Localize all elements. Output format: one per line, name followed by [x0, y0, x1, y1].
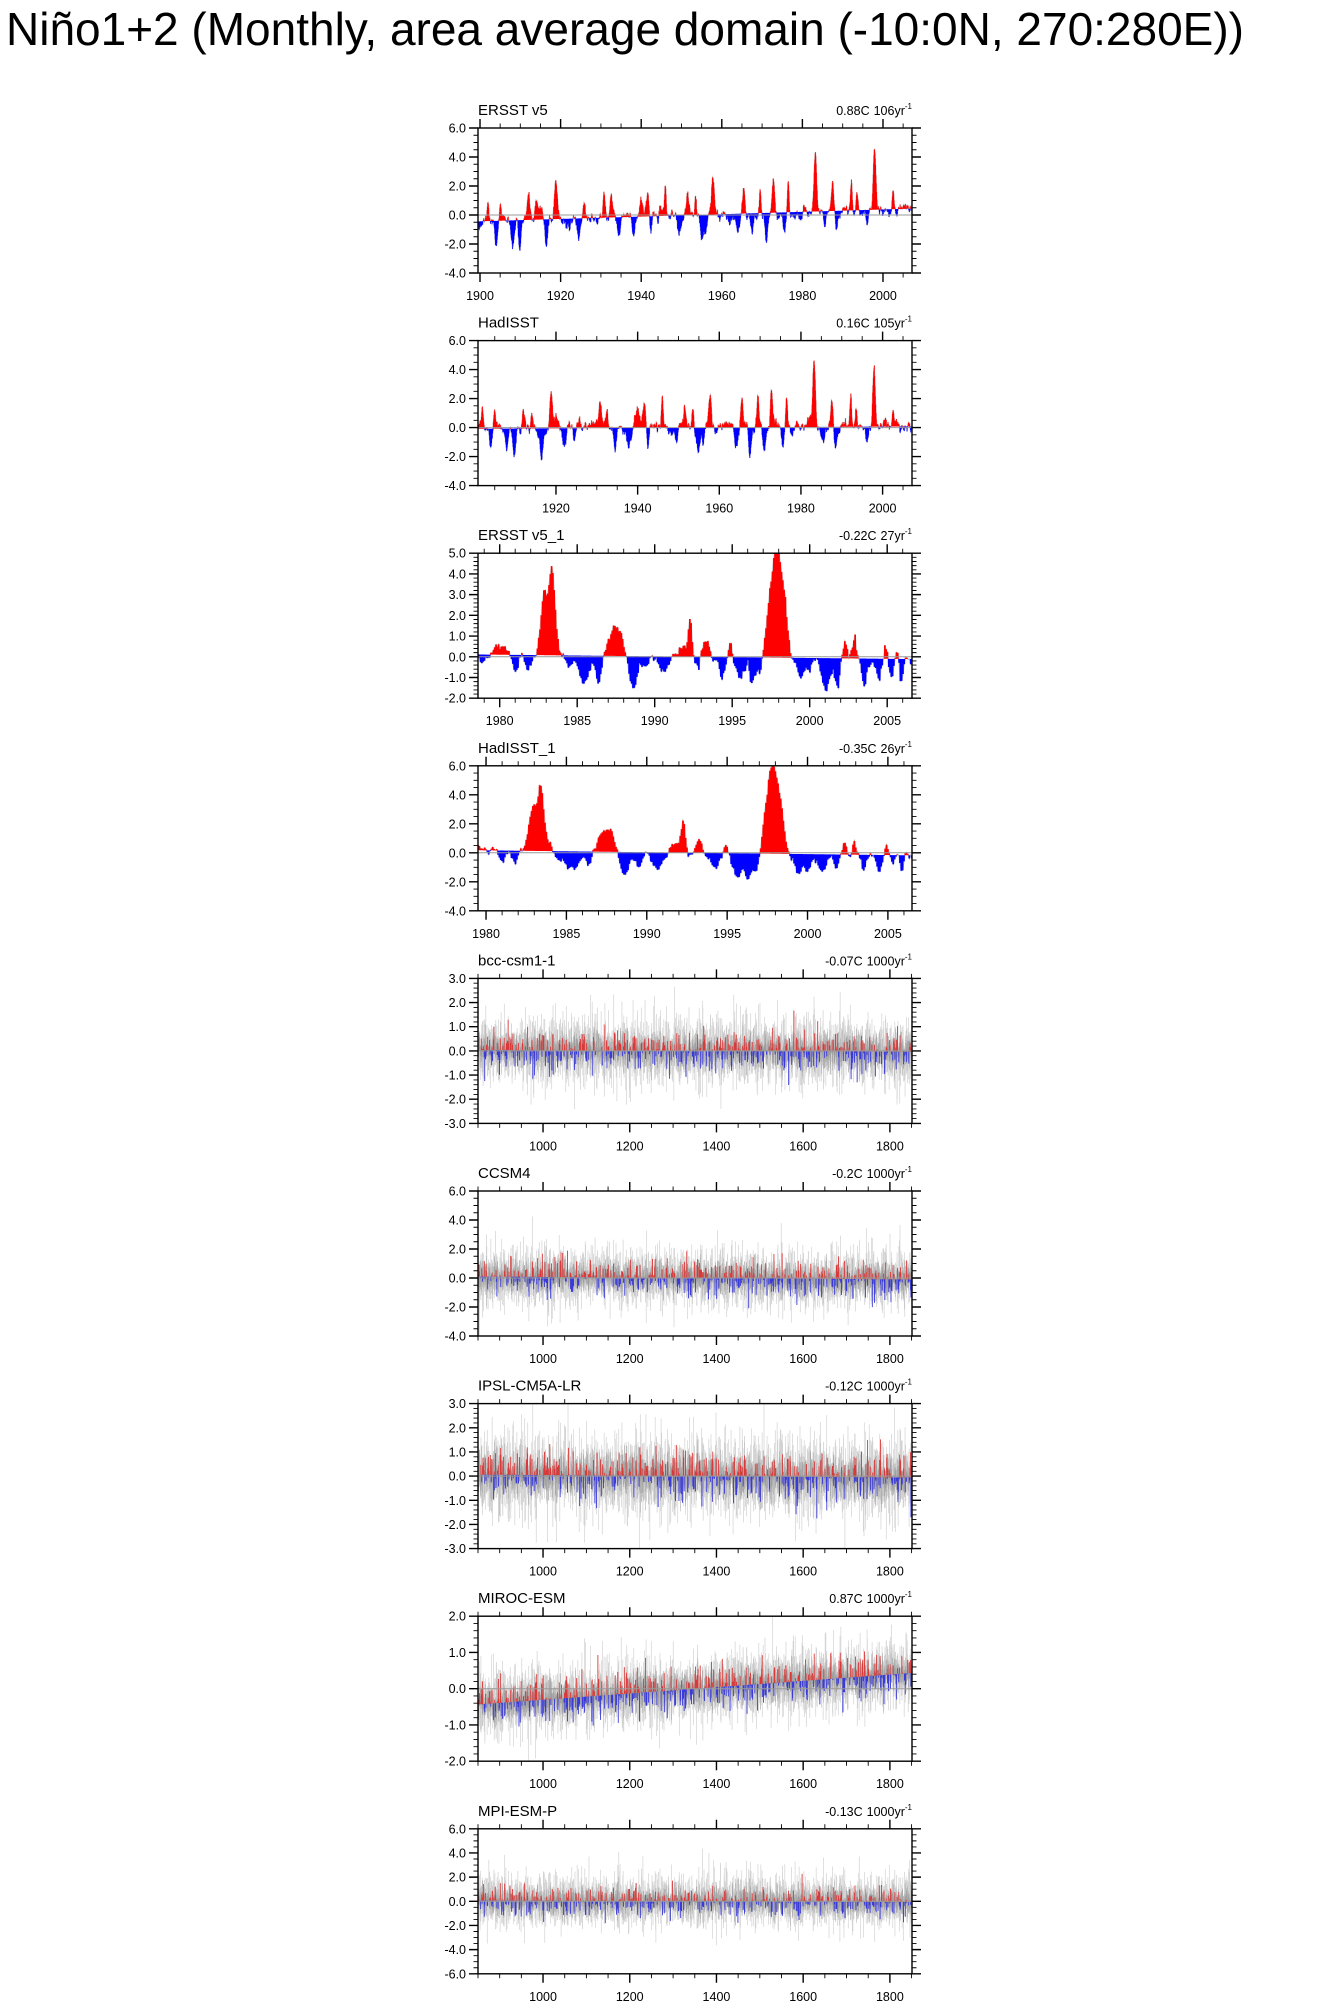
- plot-area: [478, 361, 912, 461]
- trend-period: 1000yr: [866, 1379, 905, 1394]
- x-tick-label: 1000: [529, 1139, 557, 1154]
- y-tick-label: -2.0: [444, 450, 466, 465]
- y-tick-label: 6.0: [448, 334, 466, 349]
- x-tick-label: 1400: [702, 1989, 731, 2004]
- x-tick-label: 1200: [615, 1352, 644, 1366]
- panel-bcc-csm1-1: [444, 952, 921, 1153]
- y-tick-label: -2.0: [444, 1754, 466, 1769]
- panel-title: bcc-csm1-1: [478, 952, 556, 970]
- x-tick-label: 1940: [623, 501, 652, 516]
- x-tick-label: 1995: [713, 926, 742, 941]
- y-tick-label: -4.0: [444, 479, 466, 494]
- x-tick-label: 1600: [789, 1139, 818, 1154]
- y-tick-label: -2.0: [444, 1918, 466, 1933]
- negative-anomaly-fill: [487, 850, 912, 879]
- y-tick-label: 4.0: [448, 363, 466, 378]
- y-tick-label: 4.0: [448, 788, 466, 803]
- trend-exponent: -1: [904, 952, 912, 962]
- trend-value: 0.87C: [829, 1592, 863, 1607]
- x-tick-label: 1800: [875, 1989, 904, 2004]
- plot-area: [478, 1609, 912, 1767]
- y-tick-label: 2.0: [448, 1242, 466, 1257]
- y-tick-label: 5.0: [448, 546, 466, 561]
- negative-anomaly-fill: [484, 426, 911, 460]
- panel-title: ERSST v5: [478, 102, 548, 119]
- trend-exponent: -1: [904, 314, 912, 324]
- y-tick-label: -4.0: [444, 1329, 466, 1344]
- x-tick-label: 1200: [615, 1139, 644, 1154]
- y-tick-label: 4.0: [448, 1846, 466, 1861]
- x-tick-label: 1000: [529, 1352, 557, 1366]
- trend-label: [825, 952, 912, 968]
- trend-period: 1000yr: [866, 954, 905, 969]
- y-tick-label: -1.0: [444, 1718, 466, 1733]
- trend-label: [825, 1803, 912, 1819]
- y-tick-label: 2.0: [448, 392, 466, 407]
- panel-hadisst: [444, 315, 921, 516]
- y-tick-label: -1.0: [444, 1068, 466, 1083]
- x-tick-label: 1960: [707, 289, 736, 303]
- trend-exponent: -1: [904, 527, 912, 537]
- y-tick-label: -3.0: [444, 1116, 466, 1131]
- x-tick-label: 1600: [789, 1989, 818, 2004]
- y-tick-label: 1.0: [448, 629, 466, 644]
- panel-title: IPSL-CM5A-LR: [478, 1377, 582, 1395]
- x-tick-label: 1980: [788, 289, 817, 303]
- trend-label: [839, 527, 913, 543]
- x-tick-label: 1400: [702, 1777, 731, 1792]
- trend-label: [832, 1165, 912, 1181]
- panel-title: ERSST v5_1: [478, 527, 565, 545]
- x-tick-label: 1200: [615, 1564, 644, 1579]
- panel-ersst-v5-1: [444, 527, 921, 728]
- trend-value: -0.2C: [832, 1167, 863, 1181]
- y-tick-label: -4.0: [444, 1943, 466, 1958]
- y-tick-label: 2.0: [448, 996, 466, 1011]
- x-tick-label: 1980: [787, 501, 815, 516]
- trend-value: -0.12C: [825, 1379, 863, 1394]
- y-tick-label: 2.0: [448, 608, 466, 623]
- trend-label: [829, 1590, 912, 1606]
- x-tick-label: 1800: [875, 1139, 904, 1154]
- y-tick-label: 0.0: [448, 650, 466, 665]
- x-tick-label: 1400: [702, 1139, 731, 1154]
- y-tick-label: 0.0: [448, 421, 466, 436]
- panel-title: HadISST_1: [478, 739, 556, 757]
- x-tick-label: 2000: [868, 501, 897, 516]
- trend-value: -0.07C: [825, 954, 863, 969]
- y-tick-label: 1.0: [448, 1020, 466, 1035]
- x-tick-label: 1990: [640, 714, 669, 729]
- y-tick-label: 0.0: [448, 1271, 466, 1286]
- major-ticks: [469, 332, 921, 495]
- x-tick-label: 1600: [789, 1777, 818, 1792]
- x-tick-label: 1000: [529, 1564, 557, 1579]
- y-tick-label: 2.0: [448, 1870, 466, 1885]
- plot-area: [478, 1217, 912, 1336]
- trend-period: 1000yr: [866, 1592, 905, 1607]
- panel-title: HadISST: [478, 314, 539, 332]
- y-tick-label: -2.0: [444, 1517, 466, 1532]
- x-tick-label: 1200: [615, 1777, 644, 1792]
- y-tick-label: -1.0: [444, 1493, 466, 1508]
- x-tick-label: 1600: [789, 1564, 818, 1579]
- trend-exponent: -1: [904, 1165, 912, 1174]
- panel-ersst-v5: [444, 102, 921, 303]
- trend-value: -0.13C: [825, 1804, 863, 1819]
- trend-value: 0.88C: [836, 104, 870, 118]
- trend-value: -0.35C: [839, 741, 877, 756]
- major-ticks: [469, 544, 921, 707]
- y-tick-label: 0.0: [448, 1682, 466, 1697]
- x-tick-label: 2005: [873, 926, 902, 941]
- y-tick-label: 1.0: [448, 1445, 466, 1460]
- y-tick-label: 4.0: [448, 1213, 466, 1228]
- x-tick-label: 1990: [632, 926, 661, 941]
- x-tick-label: 1940: [627, 289, 656, 303]
- x-tick-label: 1200: [615, 1989, 644, 2004]
- plot-area: [478, 1400, 912, 1550]
- trend-period: 26yr: [880, 741, 905, 756]
- y-tick-label: 3.0: [448, 1397, 466, 1412]
- y-tick-label: 0.0: [448, 208, 466, 223]
- plot-area: [478, 149, 912, 250]
- y-tick-label: -6.0: [444, 1967, 466, 1982]
- trend-period: 105yr: [873, 316, 905, 331]
- panel-title: MPI-ESM-P: [478, 1802, 558, 1820]
- y-tick-label: -1.0: [444, 670, 466, 685]
- y-tick-label: -4.0: [444, 904, 466, 919]
- y-tick-label: -2.0: [444, 1300, 466, 1315]
- x-tick-label: 1800: [875, 1777, 904, 1792]
- y-tick-label: 6.0: [448, 1822, 466, 1837]
- y-tick-label: 2.0: [448, 1609, 466, 1624]
- trend-period: 106yr: [873, 104, 905, 118]
- y-tick-label: 0.0: [448, 1469, 466, 1484]
- y-tick-label: -4.0: [444, 266, 466, 281]
- y-tick-label: -3.0: [444, 1542, 466, 1557]
- panel-miroc-esm: [444, 1590, 921, 1791]
- trend-period: 1000yr: [866, 1804, 905, 1819]
- y-tick-label: 6.0: [448, 1184, 466, 1199]
- x-tick-label: 1995: [718, 714, 747, 729]
- plot-area: [478, 765, 912, 879]
- y-tick-label: -2.0: [444, 875, 466, 890]
- panel-title: MIROC-ESM: [478, 1590, 566, 1608]
- y-tick-label: -2.0: [444, 1092, 466, 1107]
- y-tick-label: 2.0: [448, 179, 466, 194]
- x-tick-label: 1920: [542, 501, 570, 516]
- negative-anomaly-fill: [479, 655, 912, 692]
- figure-title: Niño1+2 (Monthly, area average domain (-10:0N, 270:280E)): [6, 3, 1245, 55]
- panel-ccsm4: [444, 1165, 921, 1366]
- y-tick-label: 4.0: [448, 150, 466, 165]
- x-tick-label: 1600: [789, 1352, 818, 1366]
- y-tick-label: 2.0: [448, 817, 466, 832]
- trend-exponent: -1: [904, 1590, 912, 1600]
- panel-hadisst-1: [444, 740, 921, 941]
- positive-anomaly-fill: [478, 765, 908, 855]
- y-tick-label: 3.0: [448, 588, 466, 603]
- y-tick-label: 2.0: [448, 1421, 466, 1436]
- x-tick-label: 2005: [873, 714, 902, 729]
- trend-exponent: -1: [904, 1377, 912, 1387]
- y-tick-label: 1.0: [448, 1645, 466, 1660]
- trend-period: 27yr: [880, 529, 905, 544]
- y-tick-label: 0.0: [448, 846, 466, 861]
- y-tick-label: -2.0: [444, 691, 466, 706]
- trend-exponent: -1: [904, 102, 912, 111]
- plot-area: [478, 987, 912, 1109]
- trend-value: 0.16C: [836, 316, 870, 331]
- x-tick-label: 2000: [795, 714, 824, 729]
- y-tick-label: -2.0: [444, 237, 466, 252]
- y-tick-label: 0.0: [448, 1044, 466, 1059]
- trend-label: [836, 315, 912, 331]
- x-tick-label: 2000: [869, 289, 897, 303]
- y-tick-label: 6.0: [448, 121, 466, 136]
- trend-exponent: -1: [904, 1802, 912, 1812]
- plot-area: [478, 547, 912, 691]
- x-tick-label: 1980: [485, 714, 514, 729]
- x-tick-label: 2000: [793, 926, 822, 941]
- y-tick-label: 3.0: [448, 971, 466, 986]
- plot-area: [478, 1849, 912, 1946]
- trend-exponent: -1: [904, 739, 912, 749]
- x-tick-label: 1000: [529, 1777, 557, 1792]
- x-tick-label: 1400: [702, 1352, 731, 1366]
- x-tick-label: 1000: [529, 1989, 557, 2004]
- trend-label: [836, 102, 912, 118]
- x-tick-label: 1985: [552, 926, 581, 941]
- x-tick-label: 1980: [472, 926, 500, 941]
- panel-ipsl-cm5a-lr: [444, 1378, 921, 1579]
- trend-label: [825, 1378, 912, 1394]
- trend-value: -0.22C: [839, 529, 877, 544]
- x-tick-label: 1800: [875, 1352, 904, 1366]
- plot-frame: [478, 341, 912, 486]
- panel-mpi-esm-p: [444, 1803, 921, 2004]
- x-tick-label: 1900: [466, 289, 494, 303]
- trend-period: 1000yr: [866, 1167, 905, 1181]
- y-tick-label: 4.0: [448, 567, 466, 582]
- trend-label: [839, 740, 913, 756]
- x-tick-label: 1800: [875, 1564, 904, 1579]
- x-tick-label: 1400: [702, 1564, 731, 1579]
- y-tick-label: 0.0: [448, 1894, 466, 1909]
- positive-anomaly-fill: [478, 547, 909, 659]
- x-tick-label: 1985: [563, 714, 592, 729]
- panel-title: CCSM4: [478, 1165, 531, 1182]
- y-tick-label: 6.0: [448, 759, 466, 774]
- x-tick-label: 1960: [705, 501, 734, 516]
- x-tick-label: 1920: [546, 289, 575, 303]
